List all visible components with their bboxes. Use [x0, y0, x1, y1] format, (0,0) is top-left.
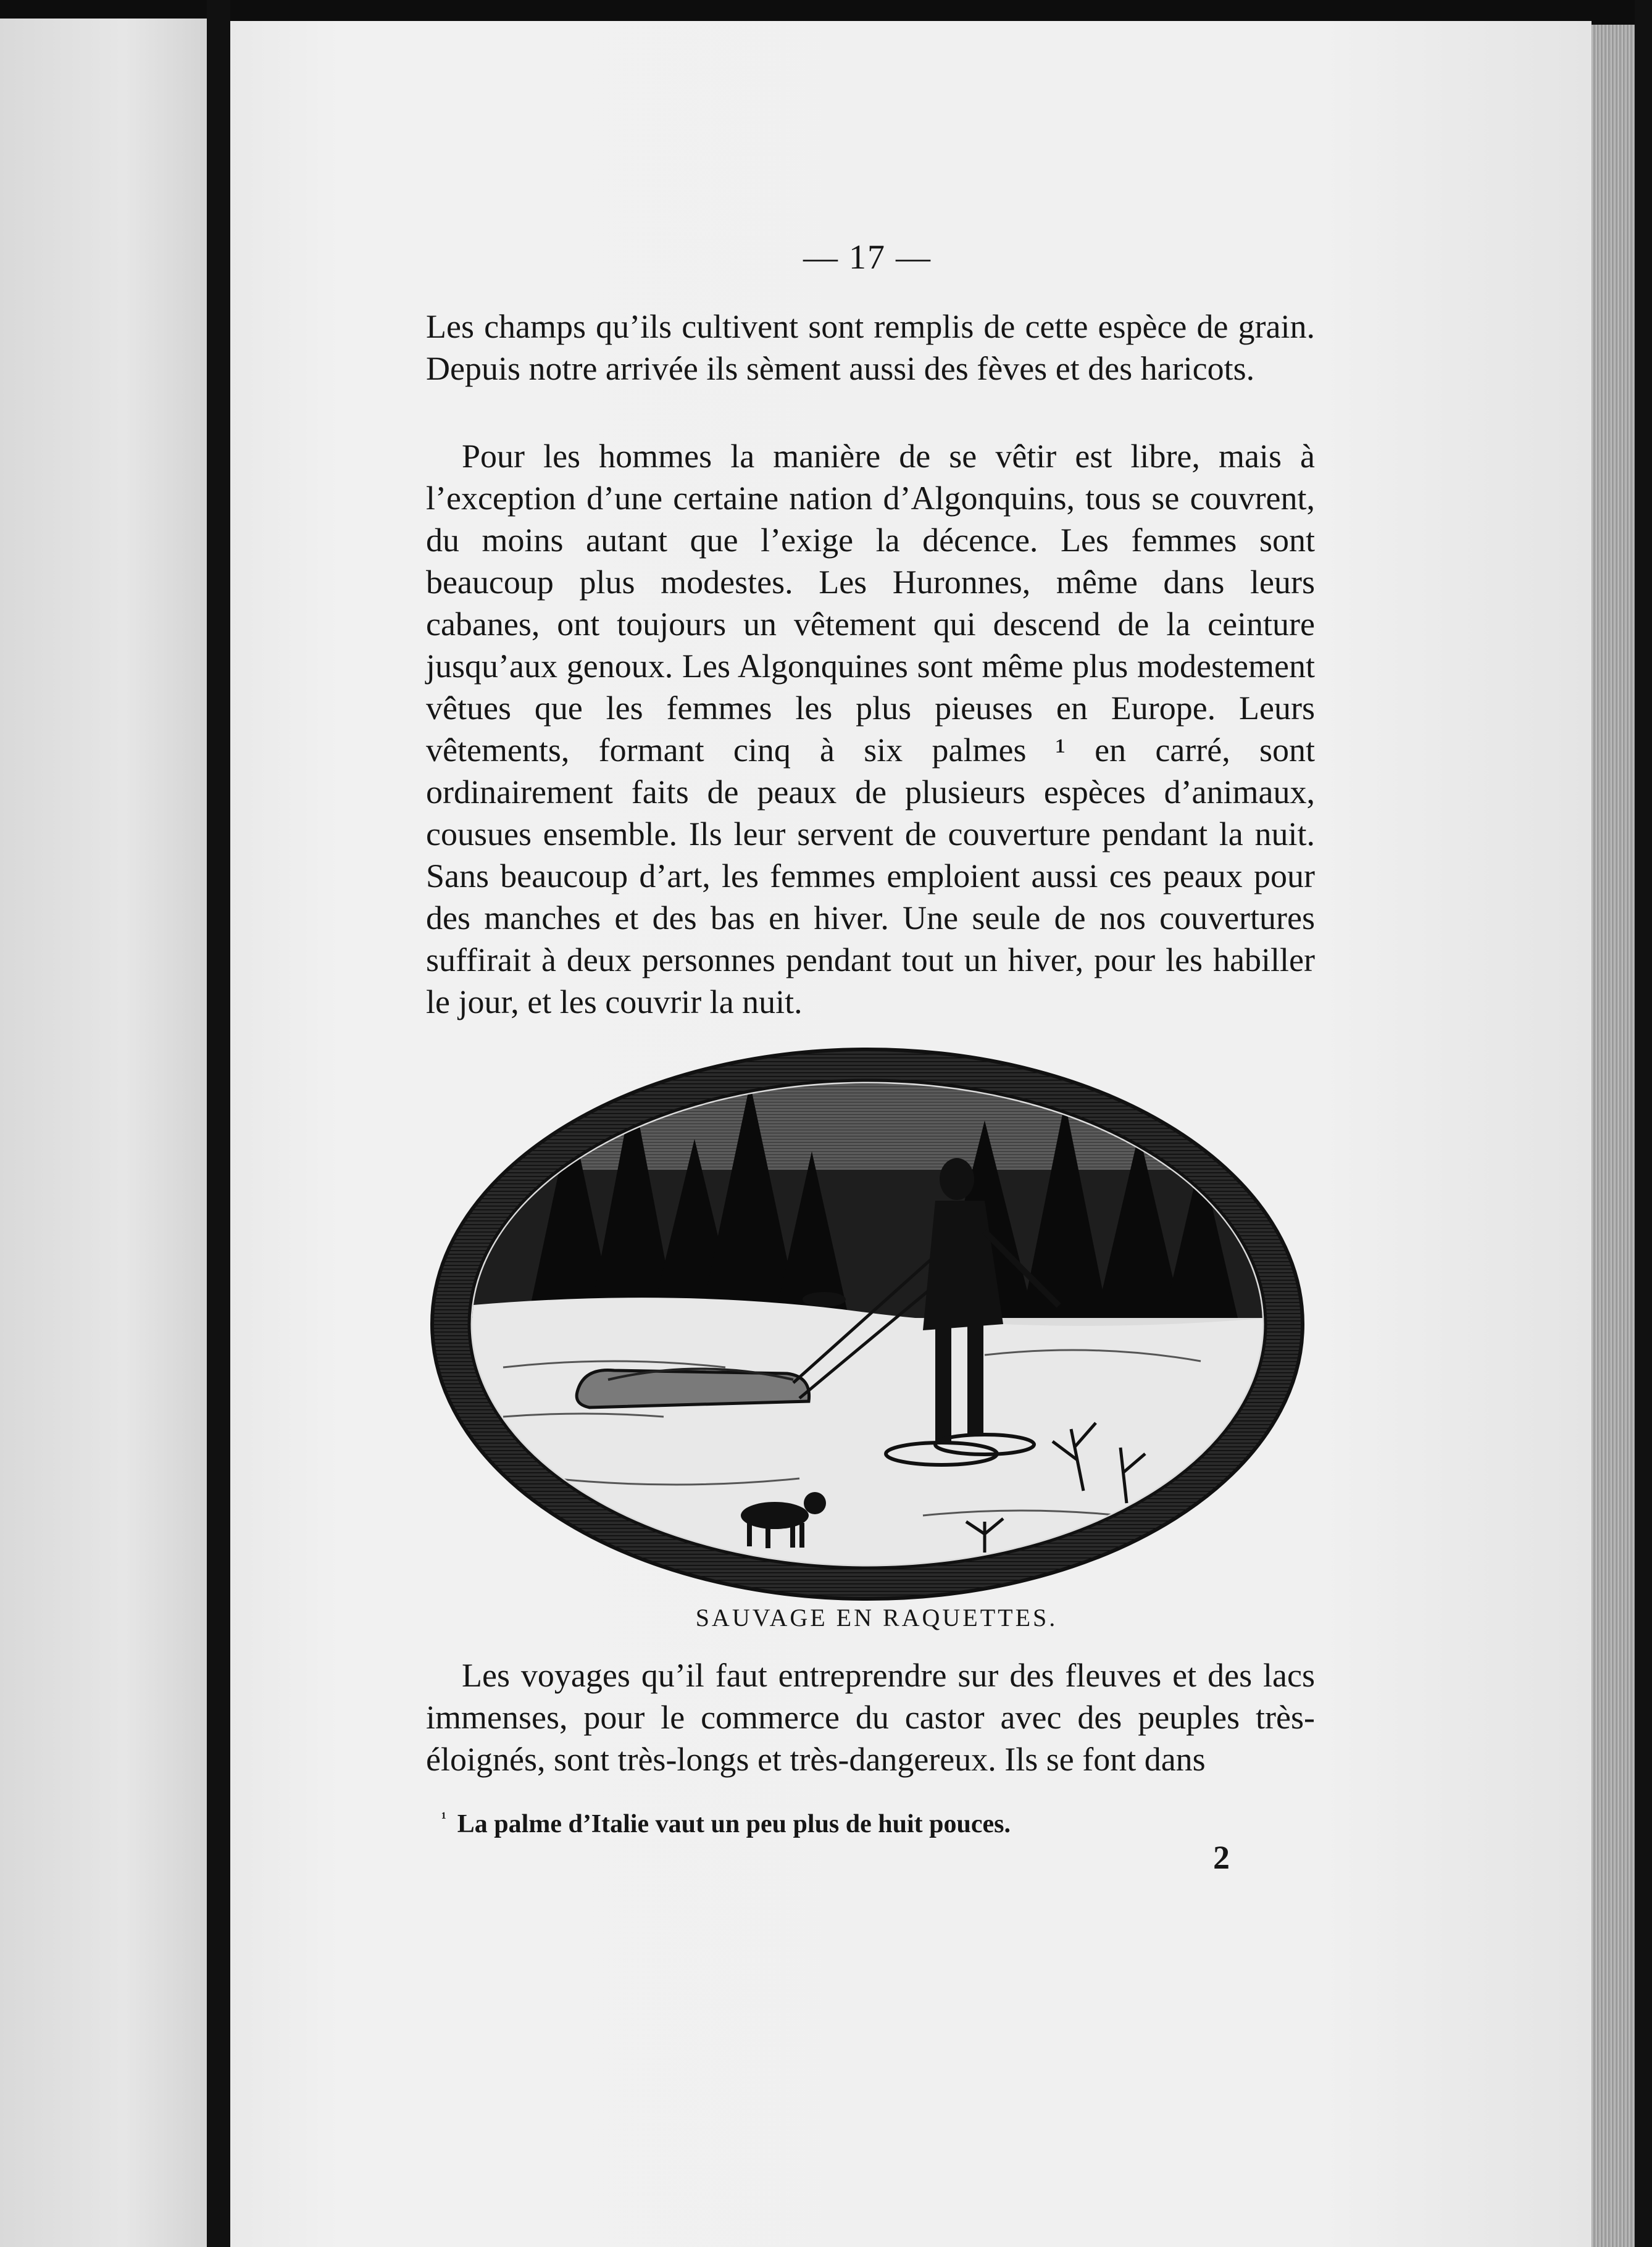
paragraph-2-text: Pour les hommes la manière de se vêtir est libre, mais à l’exception d’une certaine nation d’Algonquins, tous se couvrent, du moins autant que l’exige la décence. Les femmes sont beaucoup plus modestes. Les Huronnes, même dans leurs cabanes, ont toujours un vêtement qui descend de la ceinture jusqu’aux genoux. Les Algonquines sont même plus modestement vêtues que les femmes les plus pieuses en Europe. Leurs vêtements, formant cinq à six palmes ¹ en carré, sont ordinairement faits de peaux de plusieurs espèces d’animaux, cousues ensemble. Ils leur servent de couverture pendant la nuit. Sans beaucoup d’art, les femmes emploient aussi ces peaux pour des manches et des bas en hiver. Une seule de nos couvertures suffirait à deux personnes pendant tout un hiver, pour les habiller le jour, et les couvrir la nuit. [426, 438, 1315, 1020]
page-edges [1592, 25, 1635, 2247]
paragraph-1-text: Les champs qu’ils cultivent sont remplis de cette espèce de grain. Depuis notre arrivée ils sèment aussi des fèves et des haricots. [426, 308, 1315, 387]
binding-gutter [207, 0, 230, 2247]
paragraph-3-text: Les voyages qu’il faut entreprendre sur des fleuves et des lacs immenses, pour le commerce du castor avec des peuples très-éloignés, sont très-longs et très-dangereux. Ils se font dans [426, 1657, 1315, 1778]
footnote-marker: ¹ [441, 1809, 446, 1827]
paragraph-2 [426, 435, 1315, 1023]
paragraph-1 [426, 306, 1315, 390]
footnote-text: La palme d’Italie vaut un peu plus de huit pouces. [457, 1810, 1011, 1838]
footnote [441, 1809, 1306, 1839]
page-number: — 17 — [803, 238, 932, 277]
signature-mark: 2 [1213, 1839, 1230, 1876]
illustration-caption: SAUVAGE EN RAQUETTES. [695, 1604, 1058, 1632]
paragraph-3 [426, 1654, 1315, 1780]
engraving-snowshoe-figure [429, 1046, 1306, 1602]
scan-border [1635, 0, 1652, 2247]
facing-page [0, 19, 207, 2247]
